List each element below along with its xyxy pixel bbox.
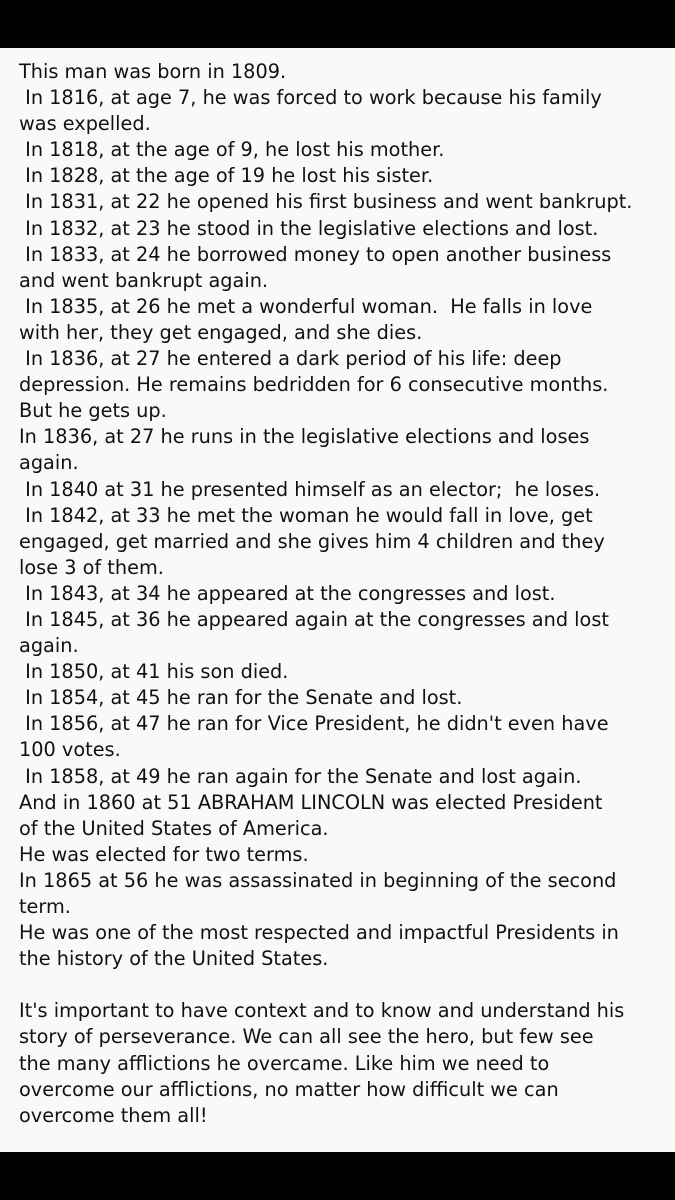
story-line: In 1818, at the age of 9, he lost his mother. (19, 138, 445, 162)
conclusion-line: story of perseverance. We can all see the hero, but few see (19, 1025, 594, 1049)
story-line: of the United States of America. (19, 816, 329, 840)
story-line: engaged, get married and she gives him 4 children and they (19, 529, 605, 553)
story-line: In 1836, at 27 he entered a dark period of his life: deep (19, 347, 562, 371)
story-line: He was elected for two terms. (19, 842, 309, 866)
story-line: He was one of the most respected and impactful Presidents in (19, 921, 619, 945)
paragraph-spacer (19, 972, 659, 998)
conclusion-line: overcome them all! (19, 1103, 208, 1127)
story-line: In 1856, at 47 he ran for Vice President, he didn't even have (19, 712, 609, 736)
story-line: lose 3 of them. (19, 555, 164, 579)
conclusion-line: overcome our afflictions, no matter how difficult we can (19, 1077, 559, 1101)
story-line: But he gets up. (19, 399, 167, 423)
story-line: and went bankrupt again. (19, 268, 269, 292)
story-line: In 1843, at 34 he appeared at the congresses and lost. (19, 581, 556, 605)
story-line: And in 1860 at 51 ABRAHAM LINCOLN was elected President (19, 790, 603, 814)
story-line: In 1816, at age 7, he was forced to work because his family (19, 86, 602, 110)
story-line: depression. He remains bedridden for 6 consecutive months. (19, 373, 609, 397)
story-line: In 1840 at 31 he presented himself as an elector; he loses. (19, 477, 601, 501)
story-line: In 1833, at 24 he borrowed money to open another business (19, 242, 612, 266)
story-paragraph (19, 59, 659, 972)
story-line: term. (19, 895, 71, 918)
story-line: In 1850, at 41 his son died. (19, 660, 289, 684)
story-line: In 1842, at 33 he met the woman he would fall in love, get (19, 503, 593, 527)
story-line: again. (19, 634, 79, 658)
story-line: 100 votes. (19, 738, 121, 762)
story-line: In 1865 at 56 he was assassinated in beginning of the second (19, 868, 617, 892)
story-line: In 1854, at 45 he ran for the Senate and lost. (19, 686, 463, 710)
story-line: This man was born in 1809. (19, 60, 287, 83)
story-line: In 1845, at 36 he appeared again at the congresses and lost (19, 607, 609, 631)
story-line: with her, they get engaged, and she dies. (19, 320, 423, 344)
story-line: In 1836, at 27 he runs in the legislative elections and loses (19, 425, 590, 449)
story-line: was expelled. (19, 112, 151, 136)
story-line: In 1828, at the age of 19 he lost his sister. (19, 164, 434, 188)
document-page (0, 48, 675, 1152)
conclusion-line: It's important to have context and to know and understand his (19, 999, 625, 1023)
top-black-bar (0, 0, 675, 48)
story-line: In 1831, at 22 he opened his first business and went bankrupt. (19, 190, 633, 214)
story-line: In 1835, at 26 he met a wonderful woman. He falls in love (19, 294, 593, 318)
story-line: In 1858, at 49 he ran again for the Senate and lost again. (19, 764, 582, 788)
bottom-black-bar (0, 1152, 675, 1200)
conclusion-line: the many afflictions he overcame. Like him we need to (19, 1051, 550, 1075)
story-line: the history of the United States. (19, 947, 329, 971)
story-line: again. (19, 451, 79, 475)
story-line: In 1832, at 23 he stood in the legislative elections and lost. (19, 216, 599, 240)
conclusion-paragraph (19, 998, 659, 1128)
